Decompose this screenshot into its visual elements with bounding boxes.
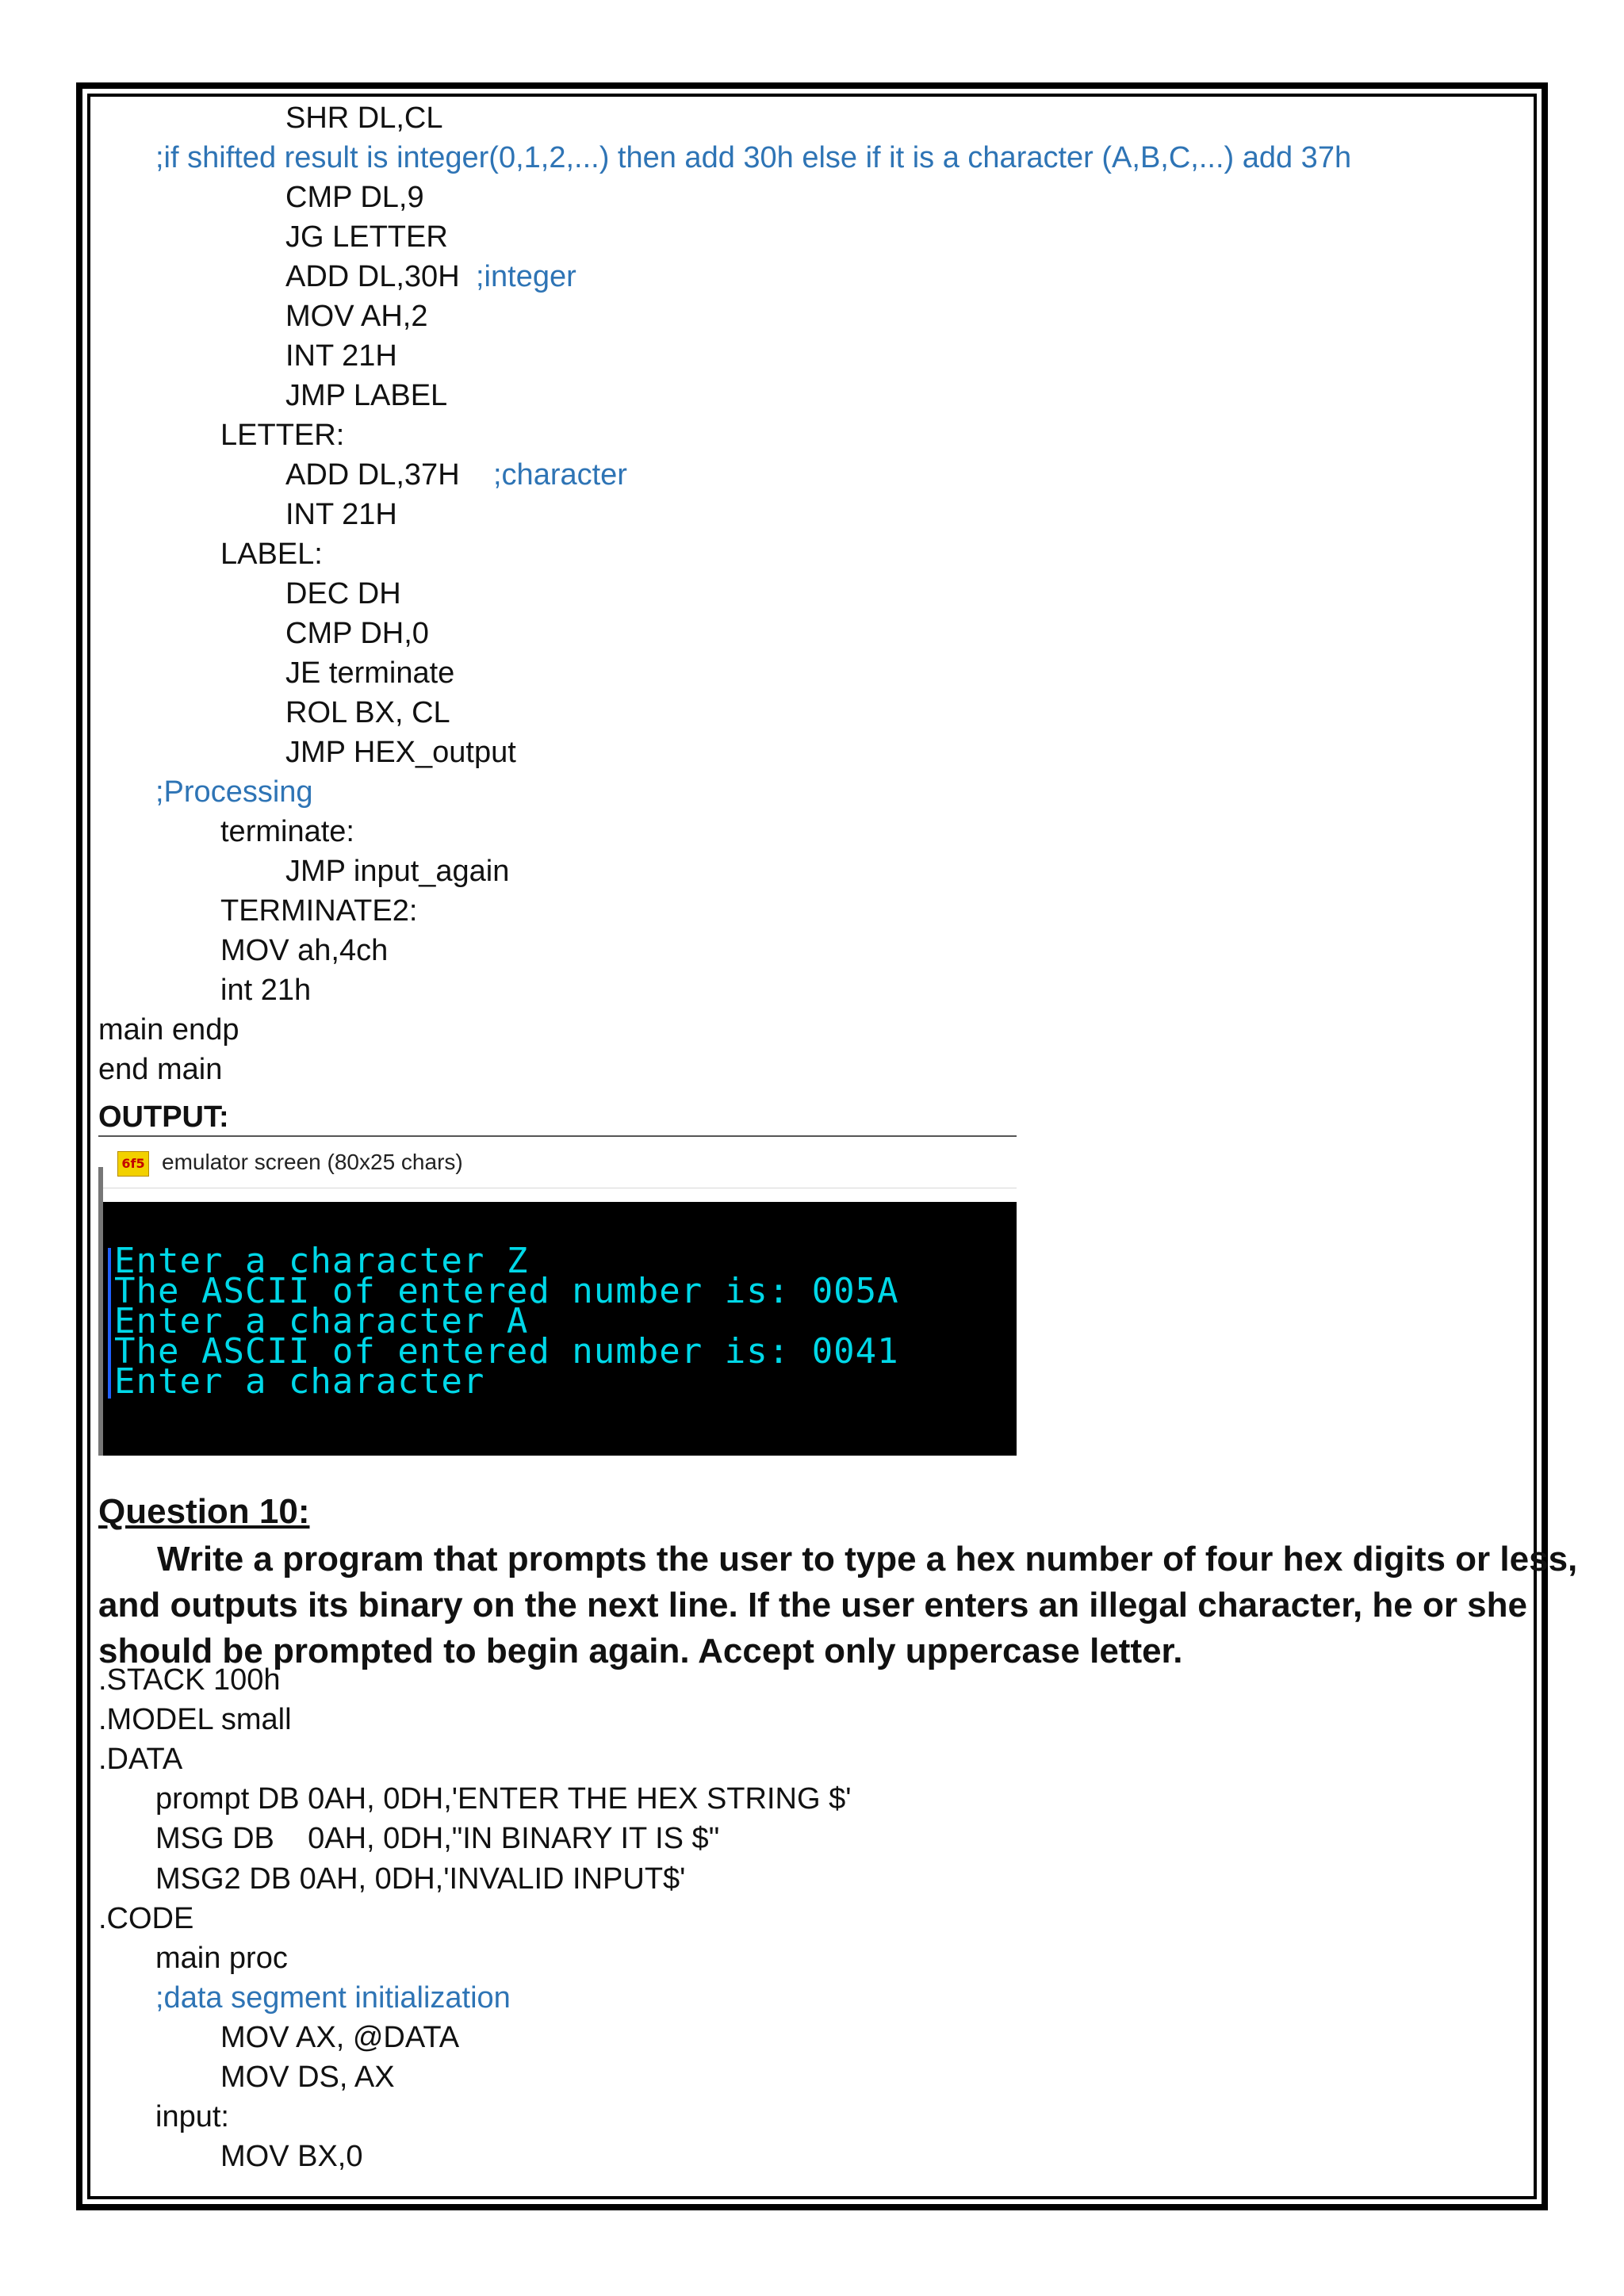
question-body-line: should be prompted to begin again. Accept only uppercase letter. [98, 1632, 1183, 1670]
code-comment-line: ;if shifted result is integer(0,1,2,...) then add 30h else if it is a character (A,B,C,...) add 37h [155, 141, 1352, 174]
code-line: input: [155, 2100, 229, 2134]
emulator-line: The ASCII of entered number is: 005A [114, 1271, 899, 1311]
code-line: JMP LABEL [285, 379, 448, 412]
emulator-line: Enter a character A [114, 1301, 529, 1341]
code-line: int 21h [220, 974, 312, 1007]
emulator-line: Enter a character [114, 1361, 485, 1402]
emulator-line: Enter a character Z [114, 1241, 529, 1281]
emulator-title: emulator screen (80x25 chars) [162, 1150, 463, 1174]
code-line: MOV DS, AX [220, 2061, 395, 2094]
question-body-line: and outputs its binary on the next line. If the user enters an illegal character, he or she [98, 1586, 1528, 1624]
code-line: SHR DL,CL [285, 101, 443, 135]
code-line: .DATA [98, 1743, 183, 1777]
emulator-line: The ASCII of entered number is: 0041 [114, 1331, 899, 1372]
code-line: ROL BX, CL [285, 696, 450, 729]
code-line: JMP input_again [285, 855, 510, 888]
emulator-logo-icon: 6f5 [117, 1151, 149, 1177]
code-inline-comment: ;integer [476, 260, 576, 293]
code-line: INT 21H [285, 498, 397, 531]
code-comment-line: ;Processing [155, 775, 313, 809]
code-line: LABEL: [220, 538, 323, 571]
code-line: prompt DB 0AH, 0DH,'ENTER THE HEX STRING $' [155, 1782, 852, 1816]
question-body-line: Write a program that prompts the user to type a hex number of four hex digits or less, [157, 1540, 1578, 1578]
code-inline-comment: ;character [493, 458, 627, 492]
code-line: INT 21H [285, 339, 397, 373]
code-line: .MODEL small [98, 1703, 292, 1737]
code-line: MSG DB 0AH, 0DH,"IN BINARY IT IS $" [155, 1822, 720, 1856]
code-line: ADD DL,30H [285, 260, 460, 293]
code-line: main endp [98, 1013, 239, 1047]
code-line: MSG2 DB 0AH, 0DH,'INVALID INPUT$' [155, 1862, 686, 1896]
code-line: main proc [155, 1941, 288, 1975]
emulator-window [98, 1135, 1017, 1456]
code-line: JE terminate [285, 656, 455, 690]
code-line: .CODE [98, 1901, 194, 1935]
code-line: .STACK 100h [98, 1663, 281, 1697]
code-line: LETTER: [220, 419, 345, 452]
code-line: CMP DH,0 [285, 617, 429, 650]
code-line: CMP DL,9 [285, 181, 424, 214]
code-line: MOV AX, @DATA [220, 2020, 460, 2054]
code-comment-line: ;data segment initialization [155, 1980, 511, 2015]
output-label: OUTPUT: [98, 1100, 229, 1134]
code-line: end main [98, 1053, 223, 1086]
code-line: TERMINATE2: [220, 894, 418, 928]
emulator-title-bar [103, 1137, 1017, 1188]
question-heading: Question 10: [98, 1492, 310, 1531]
code-line: DEC DH [285, 577, 401, 610]
emulator-screen [103, 1202, 1017, 1456]
code-line: MOV ah,4ch [220, 934, 389, 967]
code-line: MOV AH,2 [285, 300, 428, 333]
code-line: JG LETTER [285, 220, 448, 254]
emulator-cursor-bar [108, 1248, 111, 1399]
code-line: terminate: [220, 815, 354, 848]
code-line: MOV BX,0 [220, 2140, 363, 2174]
code-line: JMP HEX_output [285, 736, 516, 769]
code-line: ADD DL,37H [285, 458, 460, 492]
